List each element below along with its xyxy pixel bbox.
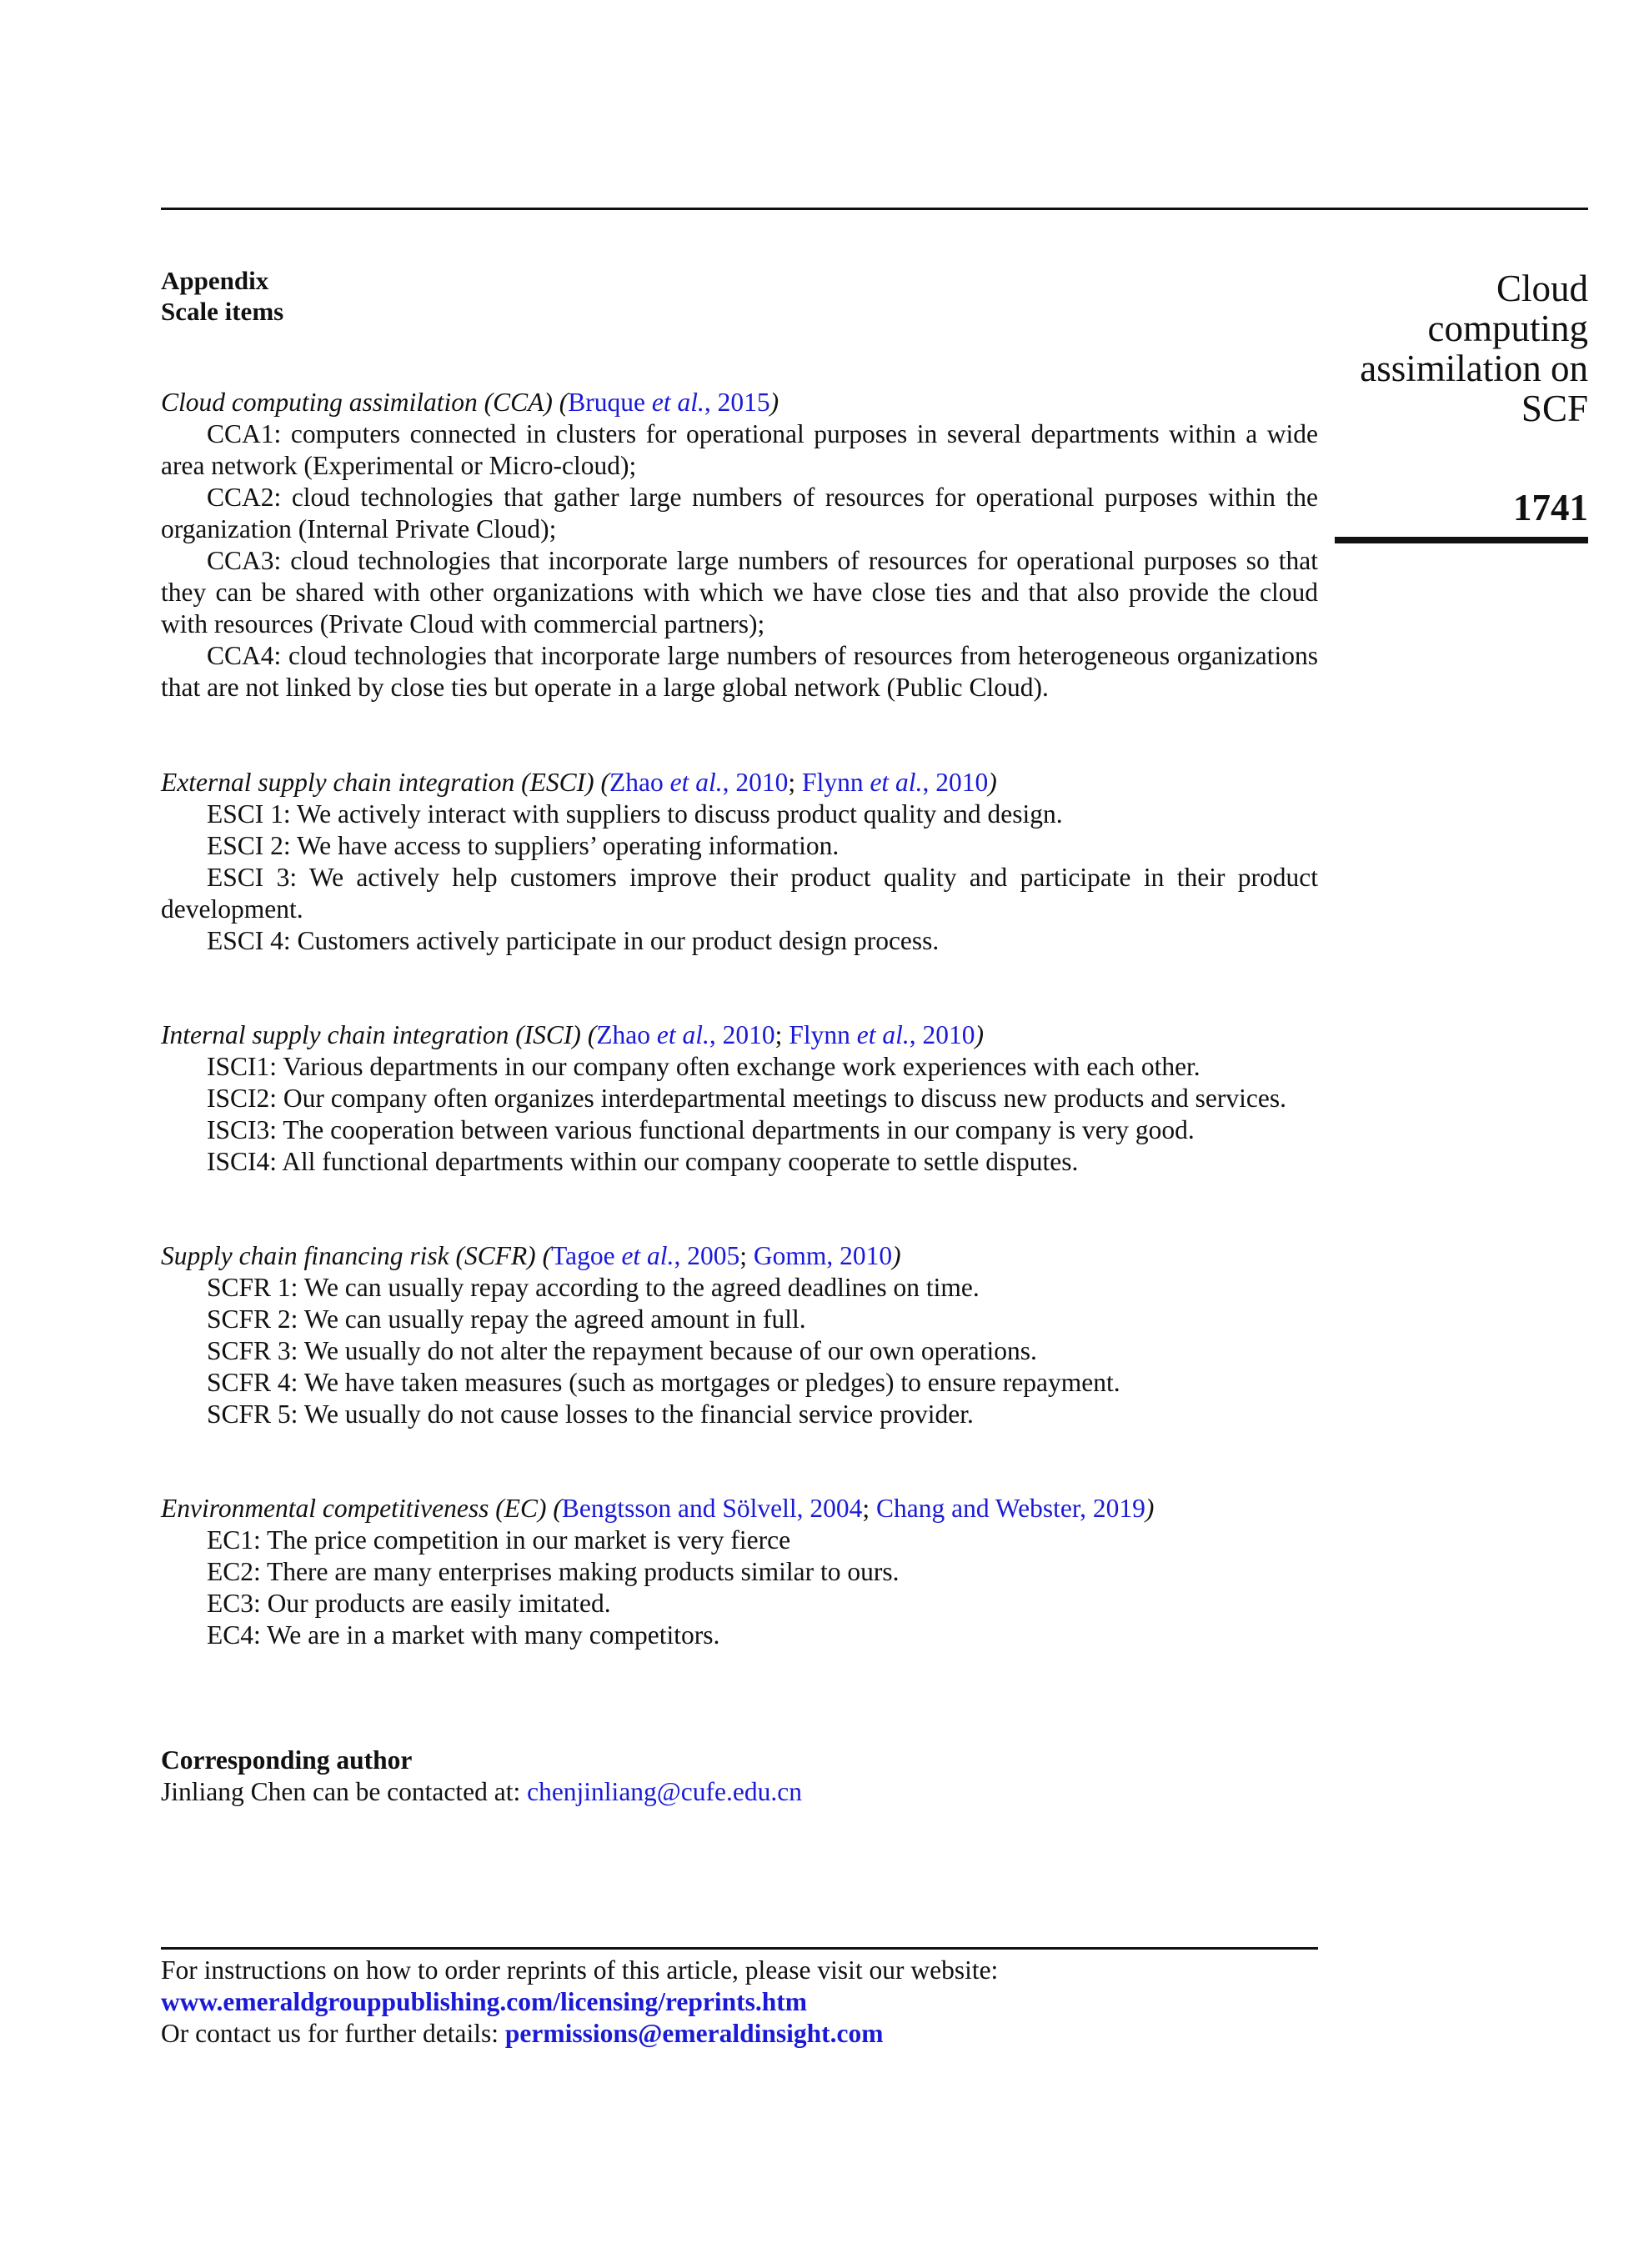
scale-item: ESCI 1: We actively interact with suppliers to discuss product quality and design. [207,799,1063,829]
citation-link[interactable]: Gomm, 2010 [753,1241,893,1270]
section-title-text: External supply chain integration (ESCI) [161,768,594,797]
section-title-text: Internal supply chain integration (ISCI) [161,1020,581,1049]
section-title: Supply chain financing risk (SCFR) (Tagoe et al., 2005; Gomm, 2010) [161,1241,901,1270]
citation-link[interactable]: Bengtsson and Sölvell, 2004 [561,1494,863,1523]
section-title: Environmental competitiveness (EC) (Bengtsson and Sölvell, 2004; Chang and Webster, 2019) [161,1494,1155,1523]
scale-section [161,387,1318,703]
scale-item: ISCI3: The cooperation between various functional departments in our company is very good. [207,1115,1195,1144]
scale-section [161,1493,1318,1651]
scale-section [161,1019,1318,1178]
page-number: 1741 [1513,487,1588,528]
running-title-line: computing [1427,308,1588,349]
corresponding-author-heading: Corresponding author [161,1745,413,1775]
running-title-line: assimilation on [1360,348,1588,389]
section-title: Cloud computing assimilation (CCA) (Bruque et al., 2015) [161,388,779,417]
section-title: Internal supply chain integration (ISCI) (Zhao et al., 2010; Flynn et al., 2010) [161,1020,984,1049]
citation-link[interactable]: Flynn et al., 2010 [789,1020,975,1049]
reprints-footer [161,1955,1318,2050]
section-title-text: Supply chain financing risk (SCFR) [161,1241,536,1270]
scale-item: SCFR 5: We usually do not cause losses to the financial service provider. [207,1399,974,1429]
citation-link[interactable]: Zhao et al., 2010 [596,1020,775,1049]
scale-item: EC1: The price competition in our market is very fierce [207,1525,791,1555]
section-title-text: Environmental competitiveness (EC) [161,1494,547,1523]
scale-item: ESCI 2: We have access to suppliers’ operating information. [207,831,840,860]
footer-contact-line [161,2018,1318,2050]
footer-rule [161,1947,1318,1950]
citation-link[interactable]: Flynn et al., 2010 [802,768,989,797]
scale-section [161,767,1318,957]
footer-contact-text: Or contact us for further details: [161,2019,505,2048]
running-title-line: Cloud [1496,268,1588,309]
author-email-link[interactable]: chenjinliang@cufe.edu.cn [527,1777,802,1806]
scale-item: ISCI2: Our company often organizes interdepartmental meetings to discuss new products and services. [207,1084,1286,1113]
scale-sections [161,387,1318,1651]
scale-item: CCA1: computers connected in clusters for operational purposes in several departments within a wide area network (Experimental or Micro-cloud); [161,419,1318,480]
scale-item: SCFR 2: We can usually repay the agreed amount in full. [207,1304,806,1334]
appendix-heading: Appendix [161,266,269,295]
section-title-text: Cloud computing assimilation (CCA) [161,388,553,417]
scale-item: CCA3: cloud technologies that incorporate large numbers of resources for operational purposes so that they can be shared with other organizations with which we have close ties and that also provide the cloud with resources (Private Cloud with commercial partners); [161,546,1318,638]
page-number-rule [1335,537,1588,543]
scale-item: CCA4: cloud technologies that incorporate large numbers of resources from heterogeneous organizations that are not linked by close ties but operate in a large global network (Public Cloud). [161,641,1318,702]
citation-link[interactable]: Bruque et al., 2015 [568,388,770,417]
corresponding-author-text: Jinliang Chen can be contacted at: [161,1777,528,1806]
citation-link[interactable]: Chang and Webster, 2019 [875,1494,1145,1523]
scale-item: SCFR 1: We can usually repay according to the agreed deadlines on time. [207,1273,980,1302]
scale-section [161,1240,1318,1430]
footer-instructions: For instructions on how to order reprints of this article, please visit our website: [161,1955,999,1985]
main-content [161,265,1318,1808]
scale-item: ESCI 3: We actively help customers improve their product quality and participate in their product development. [161,863,1318,924]
scale-item: ISCI4: All functional departments within our company cooperate to settle disputes. [207,1147,1079,1176]
scale-item: CCA2: cloud technologies that gather large numbers of resources for operational purposes within the organization (Internal Private Cloud); [161,483,1318,543]
scale-item: ISCI1: Various departments in our company often exchange work experiences with each other. [207,1052,1200,1081]
header-rule [161,208,1588,210]
citation-link[interactable]: Zhao et al., 2010 [609,768,789,797]
reprints-url-link[interactable]: www.emeraldgrouppublishing.com/licensing/reprints.htm [161,1987,808,2016]
scale-item: EC2: There are many enterprises making products similar to ours. [207,1557,900,1586]
scale-item: EC3: Our products are easily imitated. [207,1589,611,1618]
appendix-subheading: Scale items [161,297,284,326]
section-title: External supply chain integration (ESCI) (Zhao et al., 2010; Flynn et al., 2010) [161,768,997,797]
scale-item: SCFR 3: We usually do not alter the repayment because of our own operations. [207,1336,1037,1365]
scale-item: EC4: We are in a market with many competitors. [207,1620,720,1650]
scale-item: SCFR 4: We have taken measures (such as mortgages or pledges) to ensure repayment. [207,1368,1120,1397]
scale-item: ESCI 4: Customers actively participate in our product design process. [207,926,940,955]
corresponding-author-line [161,1776,1318,1808]
running-title-line: SCF [1521,388,1588,429]
citation-link[interactable]: Tagoe et al., 2005 [551,1241,740,1270]
permissions-email-link[interactable]: permissions@emeraldinsight.com [504,2019,884,2048]
